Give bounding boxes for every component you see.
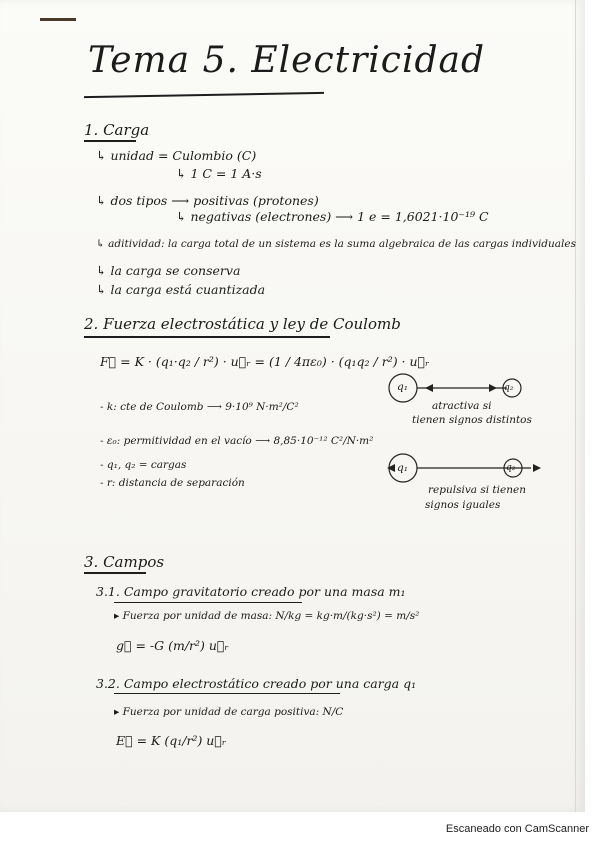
subsection-3-2-underline (114, 693, 340, 694)
electric-field-formula: E⃗ = K (q₁/r²) u⃗ᵣ (116, 733, 227, 748)
scanner-watermark: Escaneado con CamScanner (445, 823, 589, 835)
gravity-units-line: ▸ Fuerza por unidad de masa: N/kg = kg·m/(kg·s²) = m/s² (114, 610, 420, 622)
subsection-3-2-heading: 3.2. Campo electrostático creado por una carga q₁ (96, 676, 417, 691)
title-underline (84, 92, 324, 98)
page-title: Tema 5. Electricidad (88, 40, 486, 81)
diagram1-q1-label: q₁ (397, 381, 408, 393)
section-1-underline (84, 140, 136, 142)
tipos-negativas-line: ↳ negativas (electrones) ⟶ 1 e = 1,6021·10⁻¹⁹ C (176, 209, 489, 224)
corner-mark (40, 18, 76, 21)
tipos-line: ↳ dos tipos ⟶ positivas (protones) (96, 193, 319, 208)
diagram1-q2-label: q₂ (504, 383, 514, 393)
coulomb-formula: F⃗ = K · (q₁·q₂ / r²) · u⃗ᵣ = (1 / 4πε₀) · (q₁q₂ / r²) · u⃗ᵣ (100, 354, 430, 369)
diagram2-caption-1: repulsiva si tienen (428, 484, 526, 496)
section-2-heading: 2. Fuerza electrostática y ley de Coulomb (84, 315, 401, 333)
subsection-3-1-underline (114, 602, 302, 603)
cuantizada-line: ↳ la carga está cuantizada (96, 282, 266, 297)
electric-units-line: ▸ Fuerza por unidad de carga positiva: N/C (114, 706, 344, 718)
charges-definition: - q₁, q₂ = cargas (100, 459, 187, 471)
diagram1-caption-1: atractiva si (432, 400, 492, 412)
unidad-equivalence: ↳ 1 C = 1 A·s (176, 166, 262, 181)
conserva-line: ↳ la carga se conserva (96, 263, 241, 278)
diagram2-q2-label: q₂ (506, 463, 516, 473)
aditividad-line: ↳ aditividad: la carga total de un sistema es la suma algebraica de las cargas individuales (96, 238, 577, 250)
distance-definition: - r: distancia de separación (100, 477, 245, 489)
gravity-field-formula: g⃗ = -G (m/r²) u⃗ᵣ (116, 638, 229, 653)
k-definition: - k: cte de Coulomb ⟶ 9·10⁹ N·m²/C² (100, 401, 299, 413)
diagram2-q1-label: q₁ (397, 462, 408, 474)
section-2-underline (84, 336, 330, 338)
diagram1-caption-2: tienen signos distintos (412, 414, 532, 426)
diagram2-caption-2: signos iguales (425, 499, 501, 511)
section-3-heading: 3. Campos (84, 553, 165, 571)
page-edge (575, 0, 576, 812)
section-3-underline (84, 572, 146, 574)
section-1-heading: 1. Carga (84, 121, 150, 139)
unidad-line: ↳ unidad = Culombio (C) (96, 148, 257, 163)
subsection-3-1-heading: 3.1. Campo gravitatorio creado por una masa m₁ (96, 584, 406, 599)
epsilon-definition: - ε₀: permitividad en el vacío ⟶ 8,85·10⁻¹² C²/N·m² (100, 435, 374, 447)
scanner-footer (0, 812, 599, 848)
